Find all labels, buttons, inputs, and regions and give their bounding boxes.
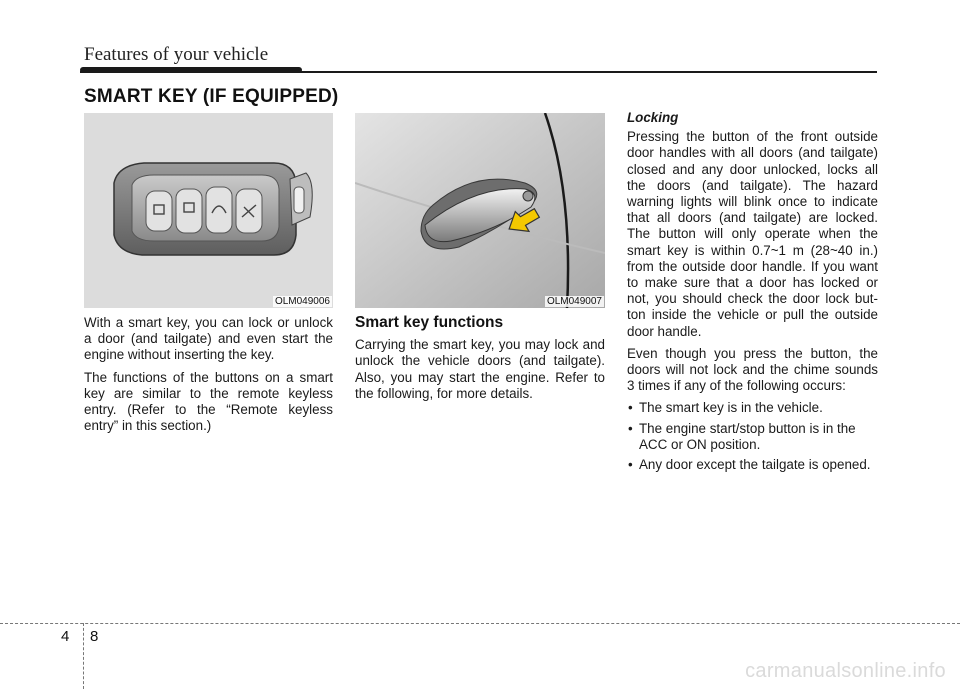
door-handle-icon (355, 113, 605, 308)
figure-code: OLM049007 (546, 296, 602, 307)
smart-key-figure (84, 113, 333, 308)
header-rule (80, 71, 877, 73)
paragraph: Even though you press the button, the doors will not lock and the chime sounds 3 times if any of the following occurs: (627, 345, 878, 394)
column-1 (84, 315, 333, 440)
watermark: carmanualsonline.info (745, 660, 946, 682)
locking-heading: Locking (627, 110, 679, 125)
page-number: 8 (90, 628, 99, 645)
door-handle-figure (355, 113, 605, 308)
figure-code: OLM049006 (274, 296, 330, 307)
list-item: • Any door except the tailgate is opened. (627, 457, 878, 473)
section-title: SMART KEY (IF EQUIPPED) (84, 86, 339, 107)
paragraph: Pressing the button of the front outside door handles with all doors (and tailgate) closed and any door unlocked, locks all the doors (and tailgate). The hazard warning lights will blink once to indicate that all doors (and tailgate) are locked. The button will only operate when the smart key is within 0.7~1 m (28~40 in.) from the outside door handle. If you want to make sure that a door has locked or not, you should check the door lock but-ton inside the vehicle or pull the outside door handle. (627, 129, 878, 339)
chapter-number: 4 (61, 628, 70, 645)
smart-key-fob-icon (84, 113, 333, 308)
column-2 (355, 315, 605, 408)
paragraph: The functions of the buttons on a smart key are similar to the remote keyless entry. (Refer to the “Remote keyless entry” in this section.) (84, 369, 333, 434)
running-header: Features of your vehicle (84, 44, 269, 65)
footer-divider (83, 623, 84, 689)
column-3 (627, 110, 878, 477)
paragraph: With a smart key, you can lock or unlock a door (and tailgate) and even start the engine without inserting the key. (84, 315, 333, 363)
list-item: • The smart key is in the vehicle. (627, 400, 878, 416)
footer-rule (0, 623, 960, 624)
list-item: • The engine start/stop button is in the ACC or ON position. (627, 421, 878, 453)
condition-list (627, 400, 878, 473)
paragraph: Carrying the smart key, you may lock and unlock the vehicle doors (and tailgate). Also, you may start the engine. Refer to the following, for more details. (355, 337, 605, 401)
subsection-heading: Smart key functions (355, 314, 504, 331)
